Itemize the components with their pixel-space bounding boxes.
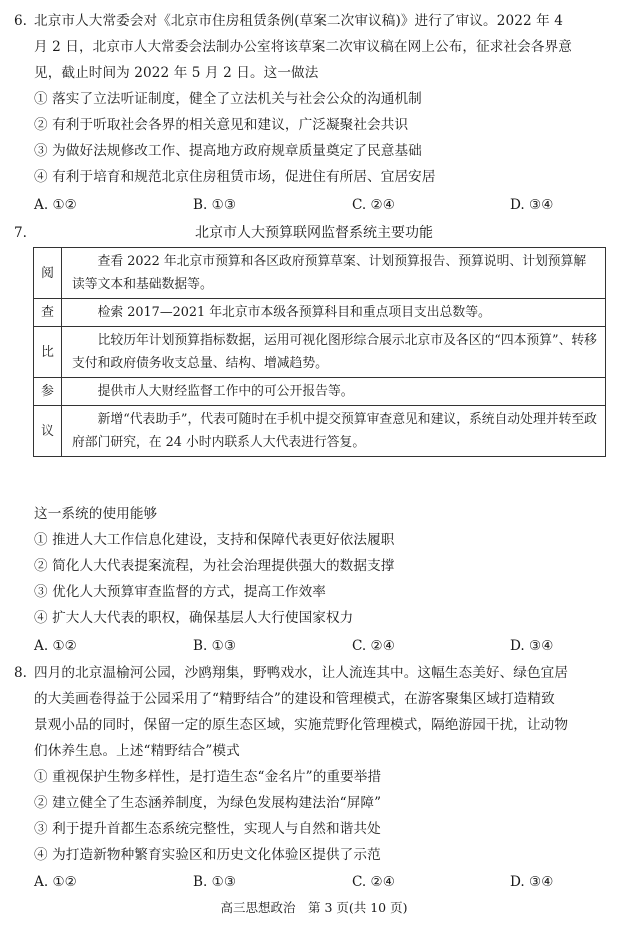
q8-option-c[interactable]: C. ②④ [352,874,395,890]
table-row-text: 比较历年计划预算指标数据，运用可视化图形综合展示北京市及各区的“四本预算”、转移支付和政府债务收支总量、结构、增减趋势。 [62,327,606,378]
q6-item-4: ④ 有利于培育和规范北京住房租赁市场，促进住有所居、宜居安居 [34,169,436,185]
q7-option-b[interactable]: B. ①③ [193,638,237,654]
table-row-text: 新增“代表助手”，代表可随时在手机中提交预算审查意见和建议，系统自动处理并转至政府部门研究，在 24 小时内联系人大代表进行答复。 [62,406,606,457]
q6-number: 6. [14,13,27,29]
q6-options [34,196,594,214]
table-row-key: 查 [34,299,62,327]
q7-option-c[interactable]: C. ②④ [352,638,395,654]
table-row-text: 检索 2017—2021 年北京市本级各预算科目和重点项目支出总数等。 [62,299,606,327]
table-row-key: 参 [34,378,62,406]
table-row-key: 比 [34,327,62,378]
q6-option-a[interactable]: A. ①② [34,197,77,213]
q7-option-a[interactable]: A. ①② [34,638,77,654]
q6-stem-line-3: 见，截止时间为 2022 年 5 月 2 日。这一做法 [34,65,319,81]
q8-number: 8. [14,665,27,681]
q8-option-b[interactable]: B. ①③ [193,874,237,890]
q8-option-d[interactable]: D. ③④ [510,874,554,890]
table-row [34,406,606,457]
q7-table-title: 北京市人大预算联网监督系统主要功能 [195,225,433,241]
q6-stem-line-2: 月 2 日，北京市人大常委会法制办公室将该草案二次审议稿在网上公布，征求社会各界意 [34,39,572,55]
q8-stem-line-2: 的大美画卷得益于公园采用了“精野结合”的建设和管理模式，在游客聚集区域打造精致 [34,691,555,707]
q6-item-3: ③ 为做好法规修改工作、提高地方政府规章质量奠定了民意基础 [34,143,422,159]
q7-item-1: ① 推进人大工作信息化建设，支持和保障代表更好依法履职 [34,532,395,548]
q7-prompt: 这一系统的使用能够 [34,506,158,522]
q6-option-d[interactable]: D. ③④ [510,197,554,213]
q6-item-1: ① 落实了立法听证制度，健全了立法机关与社会公众的沟通机制 [34,91,422,107]
table-row [34,378,606,406]
q7-function-table [33,247,606,457]
q8-options [34,873,594,891]
q8-option-a[interactable]: A. ①② [34,874,77,890]
table-row-text: 提供市人大财经监督工作中的可公开报告等。 [62,378,606,406]
q6-item-2: ② 有利于听取社会各界的相关意见和建议，广泛凝聚社会共识 [34,117,409,133]
q6-stem-line-1: 北京市人大常委会对《北京市住房租赁条例(草案二次审议稿)》进行了审议。2022 年 4 [34,13,563,29]
q7-item-4: ④ 扩大人大代表的职权，确保基层人大行使国家权力 [34,610,354,626]
q7-option-d[interactable]: D. ③④ [510,638,554,654]
q8-stem-line-1: 四月的北京温榆河公园，沙鸥翔集，野鸭戏水，让人流连其中。这幅生态美好、绿色宜居 [34,665,569,681]
q8-item-3: ③ 利于提升首都生态系统完整性，实现人与自然和谐共处 [34,821,381,837]
page-footer: 高三思想政治 第 3 页(共 10 页) [220,900,408,915]
q6-option-c[interactable]: C. ②④ [352,197,395,213]
q7-item-2: ② 简化人大代表提案流程，为社会治理提供强大的数据支撑 [34,558,395,574]
q8-stem-line-3: 景观小品的同时，保留一定的原生态区域，实施荒野化管理模式，隔绝游园干扰，让动物 [34,717,569,733]
q8-stem-line-4: 们休养生息。上述“精野结合”模式 [34,743,240,759]
table-row [34,327,606,378]
table-row-text: 查看 2022 年北京市预算和各区政府预算草案、计划预算报告、预算说明、计划预算解读等文本和基础数据等。 [62,248,606,299]
q7-options [34,637,594,655]
table-row-key: 阅 [34,248,62,299]
q6-option-b[interactable]: B. ①③ [193,197,237,213]
table-row-key: 议 [34,406,62,457]
q8-item-2: ② 建立健全了生态涵养制度，为绿色发展构建法治“屏障” [34,795,382,811]
table-row [34,248,606,299]
q7-number: 7. [14,225,27,241]
table-row [34,299,606,327]
q7-item-3: ③ 优化人大预算审查监督的方式，提高工作效率 [34,584,326,600]
q8-item-4: ④ 为打造新物种繁育实验区和历史文化体验区提供了示范 [34,847,381,863]
q8-item-1: ① 重视保护生物多样性，是打造生态“金名片”的重要举措 [34,769,382,785]
